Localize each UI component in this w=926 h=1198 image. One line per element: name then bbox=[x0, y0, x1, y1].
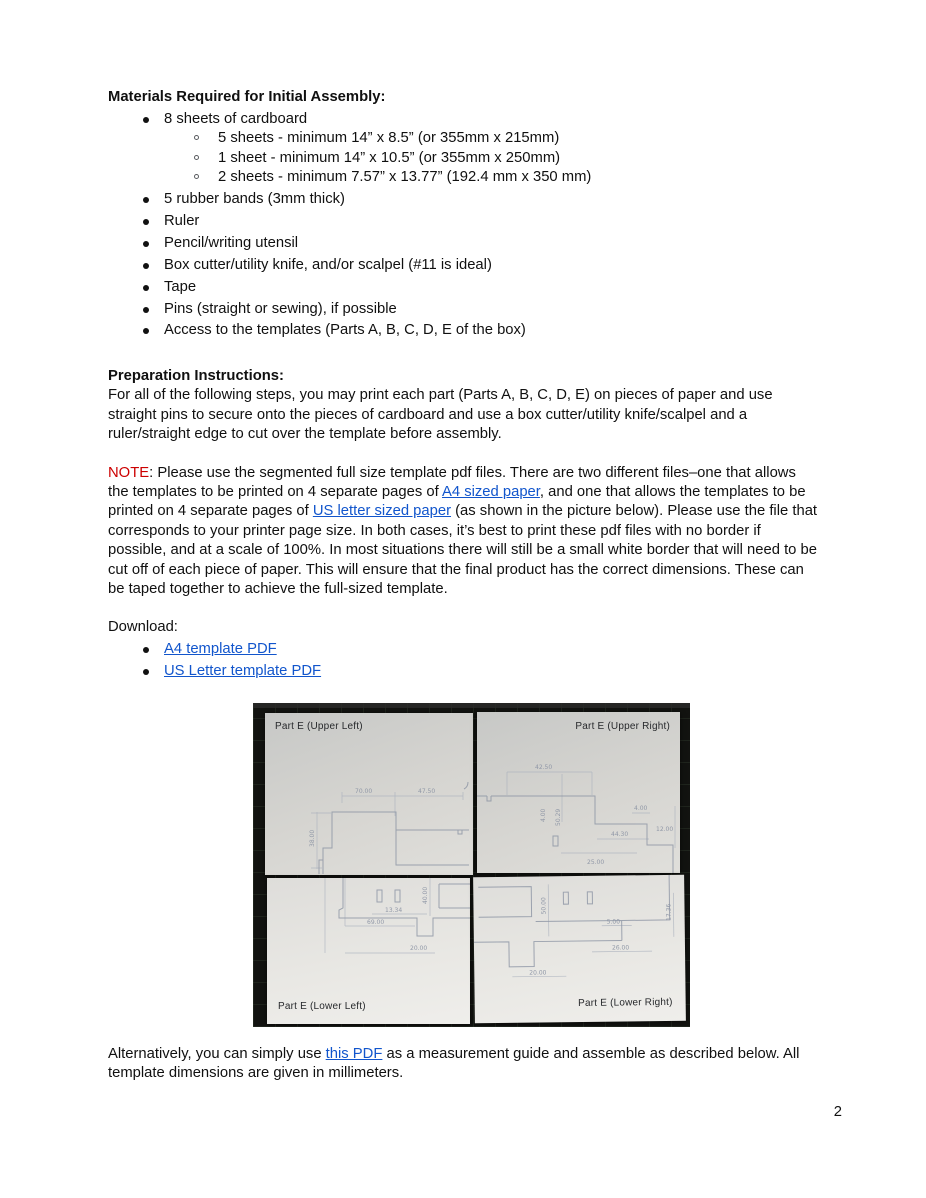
svg-text:26.00: 26.00 bbox=[611, 943, 630, 952]
circle-bullet-icon bbox=[194, 174, 199, 179]
svg-text:20.00: 20.00 bbox=[410, 944, 428, 952]
bullet-icon bbox=[143, 263, 149, 269]
text-segment: (as shown in the picture below). Please use the file that corresponds to your printer page size. In both cases, it’s best to print these pdf files with no border if possible, and at a scale of 100%. In most situations there will still be a small white border that will need to be cut off of each piece of paper. This will ensure that the final product has the correct dimensions. These can be taped together to achieve the full-sized template. bbox=[108, 503, 818, 597]
list-item-text: 1 sheet - minimum 14” x 10.5” (or 355mm x 250mm) bbox=[218, 149, 561, 166]
paper-label-upper-right: Part E (Upper Right) bbox=[575, 720, 670, 732]
svg-text:13.34: 13.34 bbox=[385, 906, 403, 914]
note-paragraph bbox=[108, 464, 820, 600]
template-photo-paper-upper-left bbox=[265, 713, 473, 875]
preparation-heading: Preparation Instructions: bbox=[108, 367, 284, 384]
list-item bbox=[164, 129, 820, 148]
download-list bbox=[108, 640, 820, 681]
list-item bbox=[164, 168, 820, 187]
text-segment: , and one that allows the templates to be printed on 4 separate pages of bbox=[108, 483, 806, 520]
svg-text:40.00: 40.00 bbox=[422, 886, 429, 904]
bullet-icon bbox=[143, 117, 149, 123]
circle-bullet-icon bbox=[194, 155, 199, 160]
inline-link[interactable]: this PDF bbox=[325, 1045, 383, 1062]
bullet-icon bbox=[143, 197, 149, 203]
svg-text:50.00: 50.00 bbox=[540, 896, 548, 915]
paper-label-upper-left: Part E (Upper Left) bbox=[275, 720, 363, 732]
svg-text:70.00: 70.00 bbox=[355, 787, 373, 795]
bullet-icon bbox=[143, 285, 149, 291]
text-segment: as a measurement guide and assemble as described below. All template dimensions are given in millimeters. bbox=[108, 1045, 800, 1081]
list-item bbox=[108, 234, 820, 253]
svg-text:25.00: 25.00 bbox=[587, 858, 605, 866]
list-item bbox=[108, 278, 820, 297]
document-content bbox=[108, 88, 820, 1083]
materials-heading: Materials Required for Initial Assembly: bbox=[108, 89, 386, 105]
list-item bbox=[108, 190, 820, 209]
preparation-paragraph: For all of the following steps, you may print each part (Parts A, B, C, D, E) on pieces of paper and use straight pins to secure onto the pieces of cardboard and use a box cutter/utility knife/scalpel and a ruler/straight edge to cut over the template before assembly. bbox=[108, 387, 773, 443]
text-segment: : Please use the segmented full size template pdf files. There are two different files–one that allows the templates to be printed on 4 separate pages of bbox=[108, 464, 796, 500]
list-item bbox=[108, 256, 820, 275]
list-item bbox=[164, 149, 820, 168]
list-item-text: 5 rubber bands (3mm thick) bbox=[164, 191, 345, 208]
list-item-text: Pencil/writing utensil bbox=[164, 234, 299, 251]
list-item-text: Access to the templates (Parts A, B, C, D, E of the box) bbox=[164, 322, 526, 339]
circle-bullet-icon bbox=[194, 135, 199, 140]
cardboard-sublist bbox=[164, 129, 820, 187]
svg-text:4.00: 4.00 bbox=[634, 804, 648, 812]
bullet-icon bbox=[143, 241, 149, 247]
list-item bbox=[108, 321, 820, 340]
list-item-text: Box cutter/utility knife, and/or scalpel (#11 is ideal) bbox=[164, 256, 492, 273]
list-item-text: 8 sheets of cardboard bbox=[164, 110, 308, 127]
list-item-text: Tape bbox=[164, 278, 197, 295]
materials-list bbox=[108, 110, 820, 341]
note-label: NOTE bbox=[108, 464, 150, 481]
svg-text:5.00: 5.00 bbox=[606, 918, 621, 926]
template-photo-paper-lower-right bbox=[473, 874, 686, 1023]
template-drawing-upper-left bbox=[265, 713, 473, 875]
svg-text:20.00: 20.00 bbox=[529, 968, 547, 977]
template-photo-paper-lower-left bbox=[267, 878, 470, 1024]
us-letter-template-pdf-link[interactable]: US Letter template PDF bbox=[164, 663, 322, 680]
template-photo bbox=[253, 703, 690, 1027]
list-item bbox=[108, 110, 820, 188]
list-item bbox=[108, 640, 820, 659]
paper-label-lower-right: Part E (Lower Right) bbox=[578, 996, 673, 1009]
template-photo-paper-upper-right bbox=[477, 712, 680, 873]
bullet-icon bbox=[143, 647, 149, 653]
bullet-icon bbox=[143, 307, 149, 313]
list-item bbox=[108, 300, 820, 319]
page-number: 2 bbox=[833, 1104, 842, 1120]
svg-text:47.50: 47.50 bbox=[418, 787, 436, 795]
svg-text:50.29: 50.29 bbox=[555, 808, 562, 826]
paper-label-lower-left: Part E (Lower Left) bbox=[278, 1000, 366, 1012]
alternative-paragraph bbox=[108, 1045, 820, 1084]
svg-text:17.36: 17.36 bbox=[665, 903, 673, 921]
bullet-icon bbox=[143, 328, 149, 334]
svg-text:12.00: 12.00 bbox=[656, 825, 674, 833]
list-item bbox=[108, 662, 820, 681]
bullet-icon bbox=[143, 219, 149, 225]
template-drawing-upper-right bbox=[477, 712, 680, 873]
list-item bbox=[108, 212, 820, 231]
list-item-text: Pins (straight or sewing), if possible bbox=[164, 300, 397, 317]
svg-text:44.30: 44.30 bbox=[611, 830, 629, 838]
svg-text:4.00: 4.00 bbox=[540, 808, 547, 822]
download-label: Download: bbox=[108, 619, 178, 636]
inline-link[interactable]: A4 sized paper bbox=[442, 483, 540, 500]
list-item-text: 5 sheets - minimum 14” x 8.5” (or 355mm x 215mm) bbox=[218, 130, 560, 147]
svg-text:38.00: 38.00 bbox=[309, 829, 316, 847]
bullet-icon bbox=[143, 669, 149, 675]
svg-text:42.50: 42.50 bbox=[535, 763, 553, 771]
svg-text:69.00: 69.00 bbox=[367, 918, 385, 926]
text-segment: Alternatively, you can simply use bbox=[108, 1045, 326, 1062]
list-item-text: Ruler bbox=[164, 212, 200, 229]
inline-link[interactable]: US letter sized paper bbox=[312, 503, 452, 520]
a4-template-pdf-link[interactable]: A4 template PDF bbox=[164, 641, 277, 658]
list-item-text: 2 sheets - minimum 7.57” x 13.77” (192.4 mm x 350 mm) bbox=[218, 169, 592, 186]
